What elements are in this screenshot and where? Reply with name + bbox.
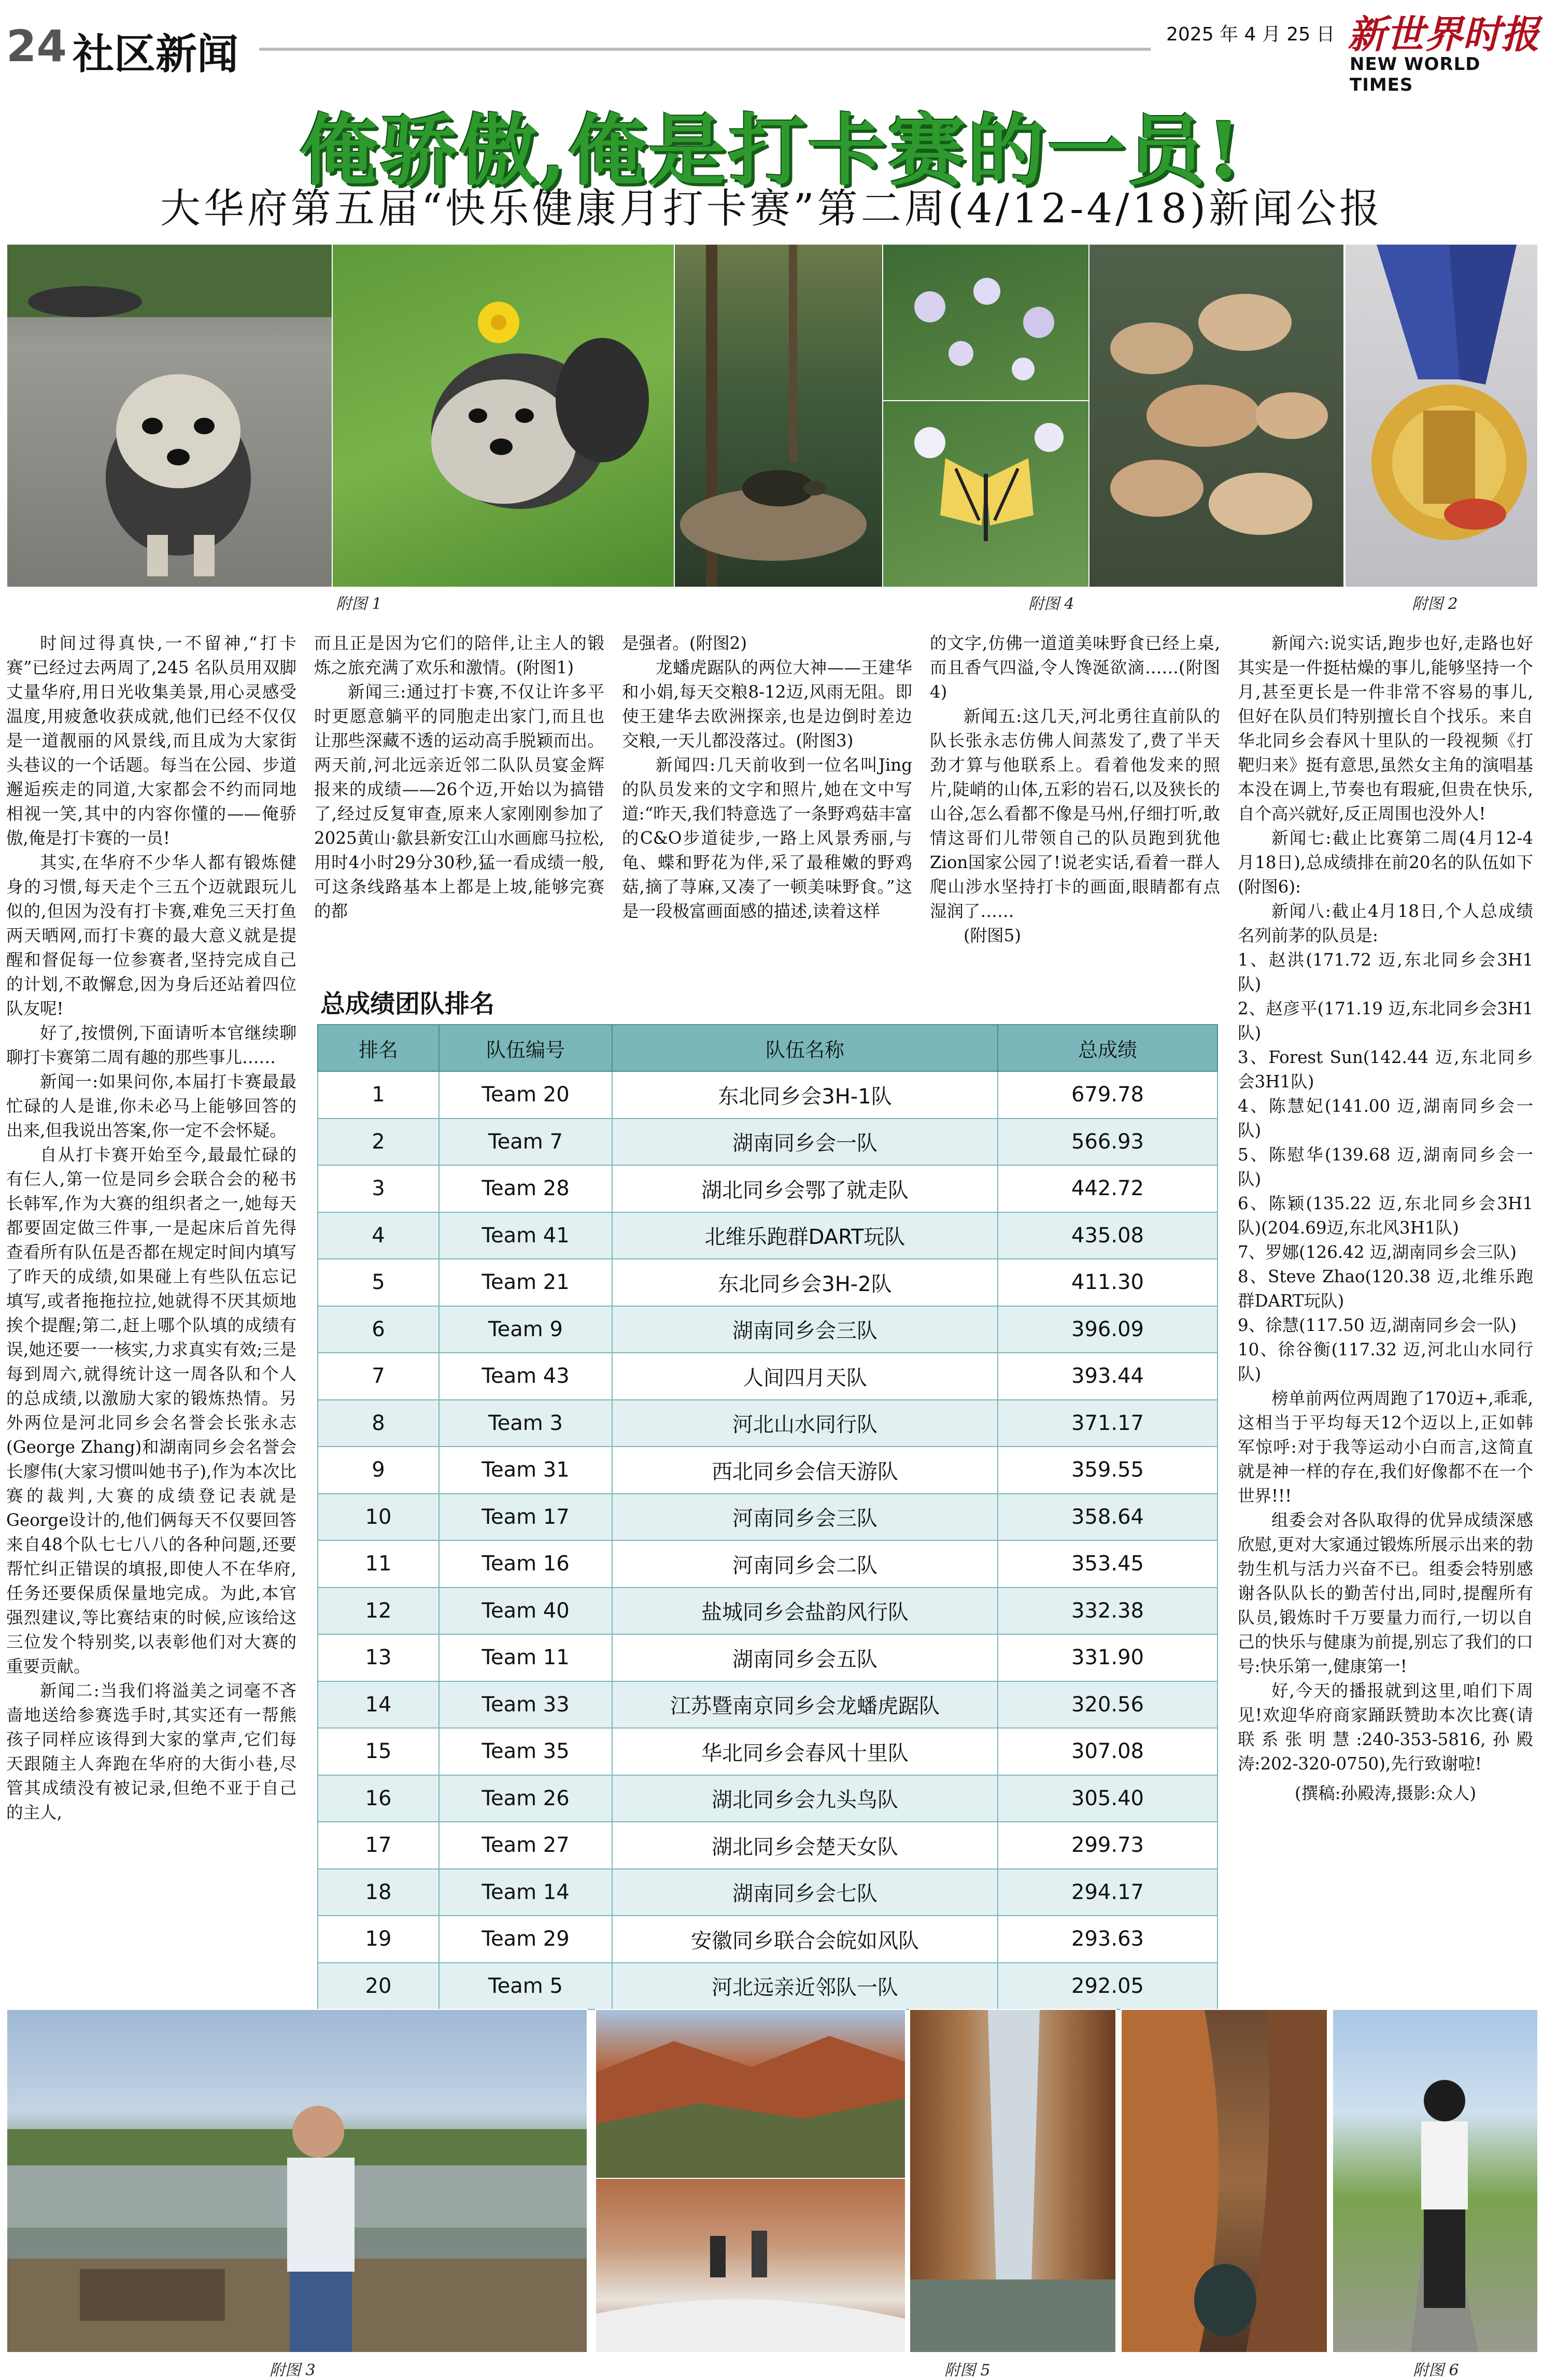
cell-team-name: 河南同乡会三队 [612,1494,998,1541]
hikers-illustration [596,2179,905,2352]
column-4 [930,631,1220,948]
canyon-illustration-1 [596,2010,905,2178]
table-row [318,1775,1218,1822]
cell-rank: 11 [318,1540,439,1588]
paragraph: 其实,在华府不少华人都有锻炼健身的习惯,每天走个三五个迈就跟玩儿似的,但因为没有打卡赛,难免三天打鱼两天晒网,而打卡赛的最大意义就是提醒和督促每一位参赛者,坚持完成自己的计划,不敢懈怠,因为身后还站着四位队友呢! [6,853,296,1018]
butterfly-illustration [883,401,1088,587]
team-ranking-table [317,1024,1218,2010]
table-row [318,1540,1218,1588]
cell-team-id: Team 33 [439,1681,612,1729]
photo-woman-trail [1332,2009,1538,2353]
paragraph: 新闻四:几天前收到一位名叫Jing的队员发来的文字和照片,她在文中写道:“昨天,我们特意选了一条野鸡菇丰富的C&O步道徒步,一路上风景秀丽,与龟、蝶和野花为伴,采了最稚嫩的野鸡菇,摘了荨麻,又凑了一顿美味野食。”这是一段极富画面感的描述,读着这样 [622,755,912,921]
paragraph: (附图5) [964,926,1022,945]
table-row [318,1118,1218,1166]
cell-team-name: 人间四月天队 [612,1353,998,1400]
header-rule [259,48,1151,51]
table-row [318,1447,1218,1494]
man-river-illustration [7,2010,587,2352]
cell-team-name: 湖北同乡会鄂了就走队 [612,1165,998,1212]
cell-rank: 15 [318,1728,439,1775]
cell-team-id: Team 35 [439,1728,612,1775]
slot-canyon-illustration [1122,2010,1327,2352]
photo-turtle-log [674,244,883,588]
table-row [318,1306,1218,1353]
cell-total-score: 293.63 [998,1916,1218,1963]
cell-team-name: 盐城同乡会盐韵风行队 [612,1588,998,1635]
column-1 [6,631,296,1825]
cell-team-id: Team 43 [439,1353,612,1400]
photo-dog-grass [332,244,675,588]
paragraph: 新闻三:通过打卡赛,不仅让许多平时更愿意躺平的同胞走出家门,而且也让那些深藏不透的运动高手脱颖而出。两天前,河北远亲近邻二队队员宴金辉报来的成绩——26个迈,开始以为搞错了,经过反复审查,原来人家刚刚参加了2025黄山·歙县新安江山水画廊马拉松,用时4小时29分30秒,猛一看成绩一般,可这条线路基本上都是上坡,能够完赛的都 [314,682,604,921]
photo-zion-canyon-top [595,2009,906,2179]
cell-team-name: 湖北同乡会九头鸟队 [612,1775,998,1822]
ranking-item: 2、赵彦平(171.19 迈,东北同乡会3H1队) [1238,999,1533,1043]
cell-total-score: 320.56 [998,1681,1218,1729]
table-row [318,1353,1218,1400]
caption-fig1: 附图 1 [336,595,382,613]
cell-total-score: 566.93 [998,1118,1218,1166]
cell-team-id: Team 26 [439,1775,612,1822]
cell-total-score: 435.08 [998,1212,1218,1259]
paragraph: 龙蟠虎踞队的两位大神——王建华和小娟,每天交粮8-12迈,风雨无阻。即使王建华去欧洲探亲,也是边倒时差边交粮,一天儿都没落过。(附图3) [622,658,912,750]
narrows-illustration [910,2010,1115,2352]
column-3 [622,631,912,924]
cell-team-id: Team 3 [439,1400,612,1447]
photo-dog-pavement [6,244,333,588]
table-row [318,1400,1218,1447]
caption-fig6: 附图 6 [1413,2361,1459,2379]
cell-rank: 4 [318,1212,439,1259]
cell-rank: 13 [318,1634,439,1681]
ranking-item: 6、陈颖(135.22 迈,东北同乡会3H1队)(204.69迈,东北风3H1队) [1238,1194,1533,1238]
paragraph: 新闻五:这几天,河北勇往直前队的队长张永志仿佛人间蒸发了,费了半天劲才算与他联系上。看着他发来的照片,陡峭的山体,五彩的岩石,以及狭长的山谷,怎么看都不像是马州,仔细打听,敢情这哥们儿带领自己的队员跑到犹他Zion国家公园了!说老实话,看着一群人爬山涉水坚持打卡的画面,眼睛都有点湿润了…… [930,706,1220,921]
cell-rank: 6 [318,1306,439,1353]
page-number: 24 [6,21,67,72]
photo-marathon-medal [1344,244,1538,588]
table-row [318,1259,1218,1306]
ranking-item: 1、赵洪(171.72 迈,东北同乡会3H1队) [1238,950,1533,994]
cell-rank: 20 [318,1963,439,2010]
ranking-item: 4、陈慧妃(141.00 迈,湖南同乡会一队) [1238,1096,1533,1140]
cell-team-name: 北维乐跑群DART玩队 [612,1212,998,1259]
column-2 [314,631,604,924]
cell-total-score: 292.05 [998,1963,1218,2010]
header-rank: 排名 [318,1025,439,1071]
cell-team-id: Team 41 [439,1212,612,1259]
cell-rank: 10 [318,1494,439,1541]
cell-team-id: Team 21 [439,1259,612,1306]
caption-fig4: 附图 4 [1028,595,1074,613]
caption-fig2: 附图 2 [1412,595,1458,613]
cell-total-score: 305.40 [998,1775,1218,1822]
section-title: 社区新闻 [73,30,238,78]
cell-team-name: 东北同乡会3H-2队 [612,1259,998,1306]
subheadline: 大华府第五届“快乐健康月打卡赛”第二周(4/12-4/18)新闻公报 [160,186,1383,232]
cell-team-id: Team 11 [439,1634,612,1681]
paragraph: 好,今天的播报就到这里,咱们下周见!欢迎华府商家踊跃赞助本次比赛(请联系张明慧:240-353-5816,孙殿涛:202-320-0750),先行致谢啦! [1238,1681,1533,1774]
cell-team-name: 西北同乡会信天游队 [612,1447,998,1494]
cell-rank: 17 [318,1822,439,1869]
table-row [318,1963,1218,2010]
cell-rank: 16 [318,1775,439,1822]
newspaper-logo: 新世界时报 [1348,12,1539,57]
photo-zion-hikers [595,2178,906,2353]
dog-illustration-1 [7,245,332,587]
paragraph: 新闻二:当我们将溢美之词毫不吝啬地送给参赛选手时,其实还有一帮熊孩子同样应该得到大家的掌声,它们每天跟随主人奔跑在华府的大街小巷,尽管其成绩没有被记录,但绝不亚于自己的主人, [6,1681,296,1822]
paragraph: 新闻一:如果问你,本届打卡赛最最忙碌的人是谁,你未必马上能够回答的出来,但我说出答案,你一定不会怀疑。 [6,1072,296,1140]
mushroom-illustration [1089,245,1343,587]
photo-wildflowers [882,244,1089,401]
cell-team-name: 湖北同乡会楚天女队 [612,1822,998,1869]
header-total-score: 总成绩 [998,1025,1218,1071]
table-row [318,1728,1218,1775]
table-row [318,1071,1218,1118]
cell-total-score: 358.64 [998,1494,1218,1541]
headline: 俺骄傲,俺是打卡赛的一员! [300,105,1243,196]
cell-team-name: 东北同乡会3H-1队 [612,1071,998,1118]
paragraph: 的文字,仿佛一道道美味野食已经上桌,而且香气四溢,令人馋涎欲滴……(附图4) [930,633,1220,702]
ranking-item: 10、徐谷衡(117.32 迈,河北山水同行队) [1238,1340,1533,1384]
paragraph: 自从打卡赛开始至今,最最忙碌的有仨人,第一位是同乡会联合会的秘书长韩军,作为大赛的组织者之一,她每天都要固定做三件事,一是起床后首先得查看所有队伍是否都在规定时间内填写了昨天的成绩,如果碰上有些队伍忘记填写,或者拖拖拉拉,她就得不厌其烦地挨个提醒;第二,赶上哪个队填的成绩有误,她还要一一核实,力求真实有效;三是每到周六,就得统计这一周各队和个人的总成绩,以激励大家的锻炼热情。另外两位是河北同乡会名誉会长张永志(George Zhang)和湖南同乡会名誉会长廖伟(大家习惯叫她书子),作为本次比赛的裁判,大赛的成绩登记表就是George设计的,他们俩每天不仅要回答来自48个队七七八八的各种问题,还要帮忙纠正错误的填报,即使人不在华府,任务还要保质保量地完成。为此,本官强烈建议,等比赛结束的时候,应该给这三位发个特别奖,以表彰他们对大赛的重要贡献。 [6,1145,296,1676]
cell-team-id: Team 17 [439,1494,612,1541]
paragraph: 组委会对各队取得的优异成绩深感欣慰,更对大家通过锻炼所展示出来的勃勃生机与活力兴奋不已。组委会特别感谢各队队长的勤苦付出,同时,提醒所有队员,锻炼时千万要量力而行,一切以自己的快乐与健康为前提,别忘了我们的口号:快乐第一,健康第一! [1238,1510,1533,1676]
cell-total-score: 679.78 [998,1071,1218,1118]
caption-fig5: 附图 5 [944,2361,990,2379]
photo-zion-narrows [909,2009,1116,2353]
cell-rank: 5 [318,1259,439,1306]
cell-team-id: Team 27 [439,1822,612,1869]
byline: (撰稿:孙殿涛,摄影:众人) [1294,1783,1477,1803]
photo-butterfly [882,400,1089,588]
table-row [318,1681,1218,1729]
table-row [318,1916,1218,1963]
cell-rank: 1 [318,1071,439,1118]
newspaper-logo-en: NEW WORLD TIMES [1350,54,1481,95]
table-row [318,1822,1218,1869]
cell-rank: 8 [318,1400,439,1447]
cell-total-score: 359.55 [998,1447,1218,1494]
caption-fig3: 附图 3 [270,2361,316,2379]
cell-team-name: 河南同乡会二队 [612,1540,998,1588]
photo-mushrooms [1088,244,1344,588]
cell-total-score: 353.45 [998,1540,1218,1588]
cell-total-score: 442.72 [998,1165,1218,1212]
table-header-row [318,1025,1218,1071]
paragraph: 好了,按惯例,下面请听本官继续聊聊打卡赛第二周有趣的那些事儿…… [6,1023,296,1067]
cell-rank: 18 [318,1869,439,1916]
photo-man-river [6,2009,588,2353]
cell-rank: 14 [318,1681,439,1729]
cell-total-score: 307.08 [998,1728,1218,1775]
cell-team-id: Team 20 [439,1071,612,1118]
dog-illustration-2 [333,245,674,587]
table-row [318,1869,1218,1916]
cell-rank: 9 [318,1447,439,1494]
ranking-item: 9、徐慧(117.50 迈,湖南同乡会一队) [1238,1315,1517,1335]
table-title: 总成绩团队排名 [320,989,495,1018]
cell-total-score: 371.17 [998,1400,1218,1447]
ranking-item: 3、Forest Sun(142.44 迈,东北同乡会3H1队) [1238,1047,1533,1092]
cell-team-id: Team 40 [439,1588,612,1635]
medal-illustration [1346,245,1537,587]
issue-date: 2025 年 4 月 25 日 [1166,24,1335,45]
cell-total-score: 411.30 [998,1259,1218,1306]
paragraph: 时间过得真快,一不留神,“打卡赛”已经过去两周了,245 名队员用双脚丈量华府,用日光收集美景,用心灵感受温度,用疲惫收获成就,他们已经不仅仅是一道靓丽的风景线,而且成为大家街头巷议的一个话题。每当在公园、步道邂逅疾走的同道,大家都会不约而同地相视一笑,其中的内容你懂的——俺骄傲,俺是打卡赛的一员! [6,633,296,848]
cell-total-score: 299.73 [998,1822,1218,1869]
paragraph: 是强者。(附图2) [622,633,747,653]
flowers-illustration [883,245,1088,400]
turtle-illustration [675,245,882,587]
cell-total-score: 332.38 [998,1588,1218,1635]
table-row [318,1634,1218,1681]
cell-team-name: 湖南同乡会一队 [612,1118,998,1166]
table-row [318,1588,1218,1635]
cell-team-name: 安徽同乡联合会皖如风队 [612,1916,998,1963]
cell-team-id: Team 28 [439,1165,612,1212]
cell-team-name: 江苏暨南京同乡会龙蟠虎踞队 [612,1681,998,1729]
paragraph: 新闻六:说实话,跑步也好,走路也好其实是一件挺枯燥的事儿,能够坚持一个月,甚至更长是一件非常不容易的事儿,但好在队员们特别擅长自个找乐。来自华北同乡会春风十里队的一段视频《打靶归来》挺有意思,虽然女主角的演唱基本没在调上,节奏也有瑕疵,但贵在快乐,自个高兴就好,反正周围也没外人! [1238,633,1533,824]
paragraph: 而且正是因为它们的陪伴,让主人的锻炼之旅充满了欢乐和激情。(附图1) [314,633,604,677]
cell-team-name: 河北山水同行队 [612,1400,998,1447]
cell-rank: 12 [318,1588,439,1635]
ranking-item: 8、Steve Zhao(120.38 迈,北维乐跑群DART玩队) [1238,1267,1533,1311]
ranking-item: 7、罗娜(126.42 迈,湖南同乡会三队) [1238,1242,1517,1262]
cell-rank: 2 [318,1118,439,1166]
cell-team-id: Team 14 [439,1869,612,1916]
ranking-item: 5、陈慰华(139.68 迈,湖南同乡会一队) [1238,1145,1533,1189]
cell-total-score: 396.09 [998,1306,1218,1353]
cell-total-score: 331.90 [998,1634,1218,1681]
paragraph: 新闻七:截止比赛第二周(4月12-4月18日),总成绩排在前20名的队伍如下(附图6): [1238,828,1533,897]
cell-team-name: 华北同乡会春风十里队 [612,1728,998,1775]
cell-team-id: Team 9 [439,1306,612,1353]
paragraph: 新闻八:截止4月18日,个人总成绩名列前茅的队员是: [1238,901,1533,945]
cell-team-name: 湖南同乡会三队 [612,1306,998,1353]
header-team-name: 队伍名称 [612,1025,998,1071]
table-row [318,1494,1218,1541]
cell-team-id: Team 5 [439,1963,612,2010]
cell-rank: 7 [318,1353,439,1400]
table-row [318,1165,1218,1212]
column-5 [1238,631,1533,1806]
cell-team-id: Team 16 [439,1540,612,1588]
cell-total-score: 393.44 [998,1353,1218,1400]
cell-rank: 3 [318,1165,439,1212]
photo-zion-slot-canyon [1121,2009,1328,2353]
cell-team-id: Team 29 [439,1916,612,1963]
cell-total-score: 294.17 [998,1869,1218,1916]
paragraph: 榜单前两位两周跑了170迈+,乖乖,这相当于平均每天12个迈以上,正如韩军惊呼:对于我等运动小白而言,这简直就是神一样的存在,我们好像都不在一个世界!!! [1238,1389,1533,1506]
table-row [318,1212,1218,1259]
cell-rank: 19 [318,1916,439,1963]
woman-trail-illustration [1333,2010,1537,2352]
header-team-id: 队伍编号 [439,1025,612,1071]
cell-team-name: 河北远亲近邻队一队 [612,1963,998,2010]
cell-team-name: 湖南同乡会七队 [612,1869,998,1916]
cell-team-id: Team 7 [439,1118,612,1166]
cell-team-name: 湖南同乡会五队 [612,1634,998,1681]
cell-team-id: Team 31 [439,1447,612,1494]
